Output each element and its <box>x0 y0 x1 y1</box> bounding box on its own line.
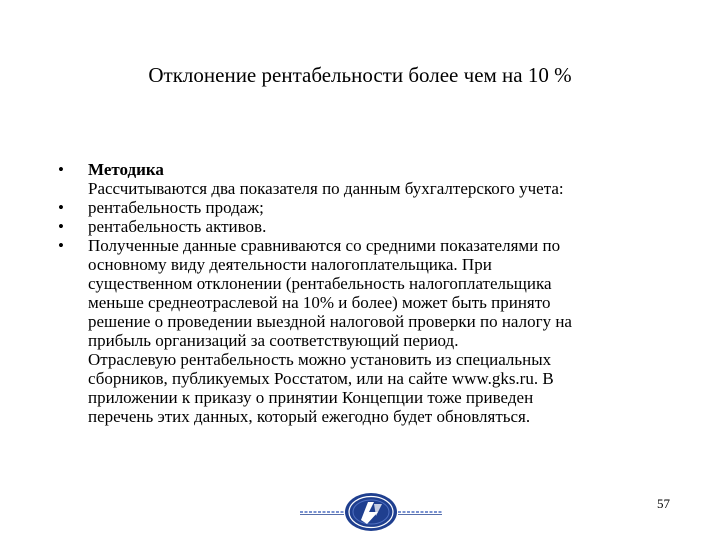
method-line: Рассчитываются два показателя по данным бухгалтерского учета: <box>88 179 564 198</box>
bullet-list <box>58 160 668 426</box>
bullet-item-comparison <box>58 236 668 426</box>
bullet-line: рентабельность продаж; <box>88 198 264 217</box>
bullet-dot: • <box>58 160 64 179</box>
bullet-line: сборников, публикуемых Росстатом, или на сайте www.gks.ru. В <box>88 369 554 388</box>
bullet-line: перечень этих данных, который ежегодно будет обновляться. <box>88 407 531 426</box>
bullet-line: меньше среднеотраслевой на 10% и более) может быть принято <box>88 293 551 312</box>
bullet-line: приложении к приказу о принятии Концепции тоже приведен <box>88 388 534 407</box>
bullet-line: Полученные данные сравниваются со средними показателями по <box>88 236 561 255</box>
bullet-line: рентабельность активов. <box>88 217 267 236</box>
slide-title: Отклонение рентабельности более чем на 10 % <box>148 63 572 87</box>
bullet-line: Отраслевую рентабельность можно установить из специальных <box>88 350 552 369</box>
bullet-dot: • <box>58 198 64 217</box>
bullet-item-assets-profitability <box>58 217 668 236</box>
emblem-logo-icon <box>298 490 444 534</box>
bullet-item-method <box>58 160 668 198</box>
page-number: 57 <box>657 496 670 511</box>
bullet-line: основному виду деятельности налогоплательщика. При <box>88 255 492 274</box>
bullet-dot: • <box>58 217 64 236</box>
method-heading: Методика <box>88 160 164 179</box>
bullet-item-sales-profitability <box>58 198 668 217</box>
bullet-dot: • <box>58 236 64 255</box>
bullet-line: прибыль организаций за соответствующий период. <box>88 331 459 350</box>
bullet-line: решение о проведении выездной налоговой проверки по налогу на <box>88 312 572 331</box>
bullet-line: существенном отклонении (рентабельность налогоплательщика <box>88 274 552 293</box>
